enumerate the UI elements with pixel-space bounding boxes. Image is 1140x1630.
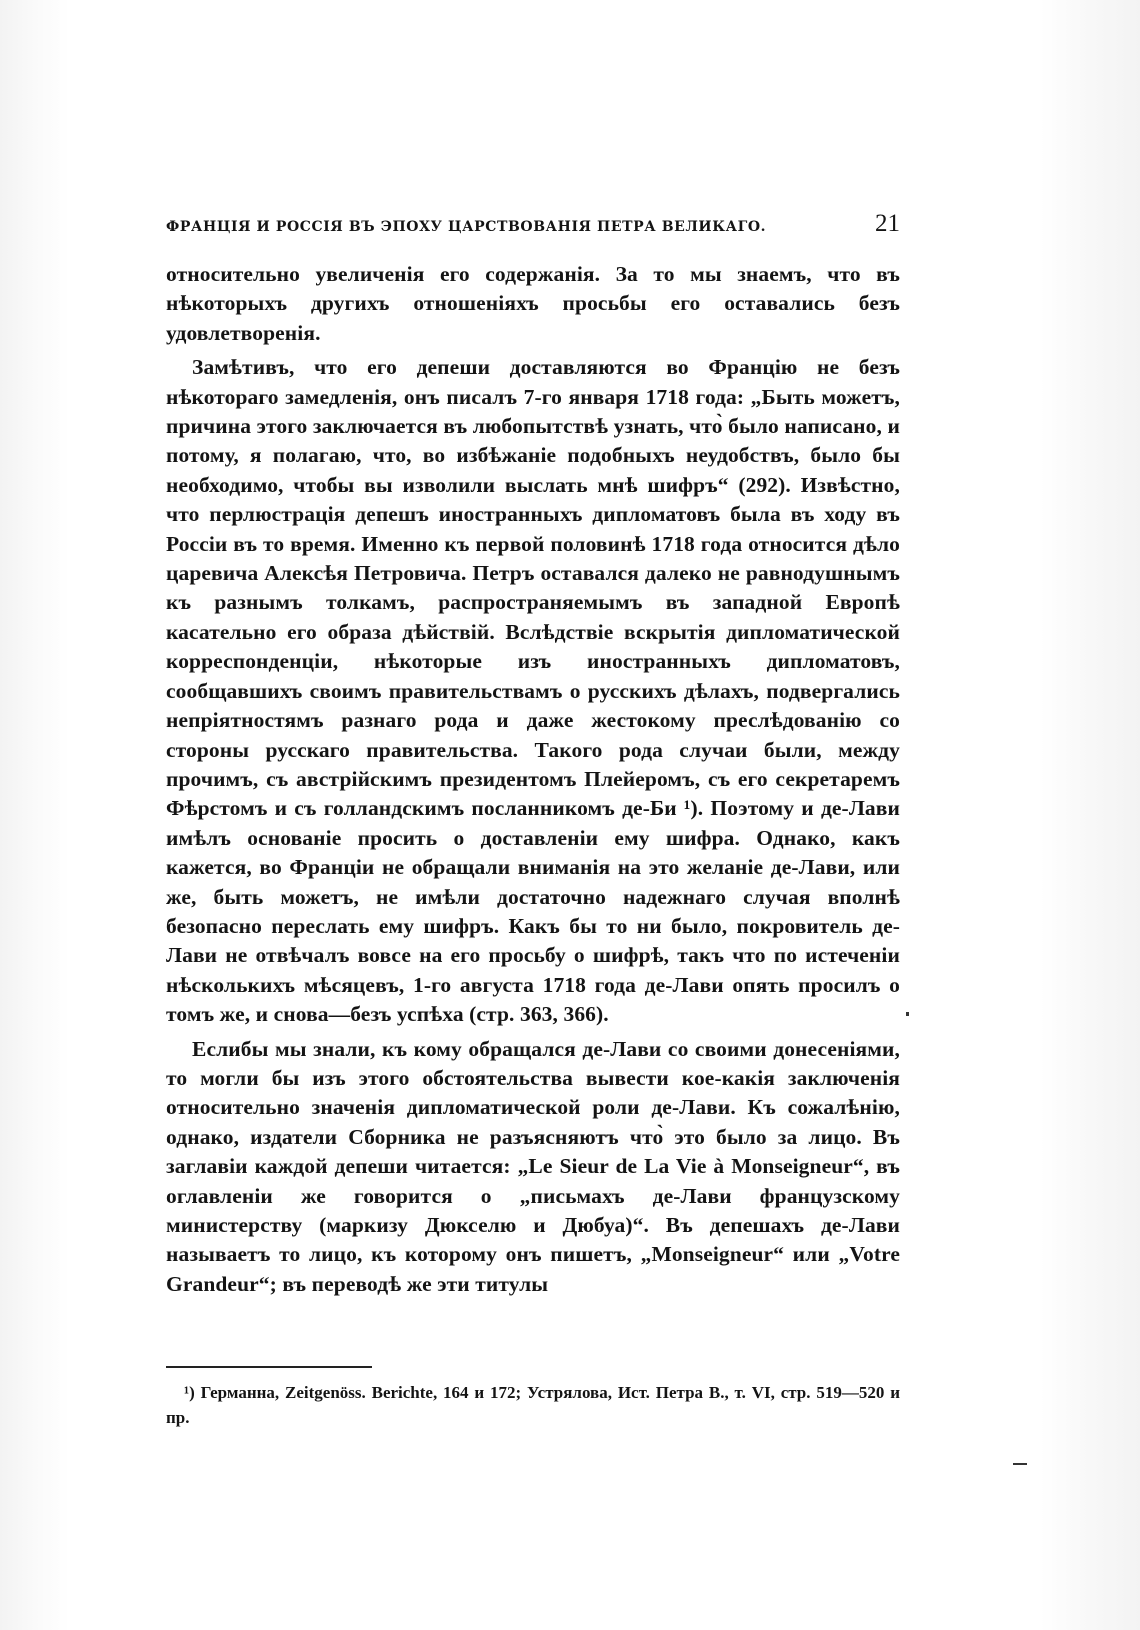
running-head — [166, 210, 900, 238]
footnote-rule — [166, 1366, 372, 1368]
margin-dash — [1013, 1463, 1027, 1465]
running-title: ФРАНЦІЯ И РОССІЯ ВЪ ЭПОХУ ЦАРСТВОВАНІЯ ПЕТРА ВЕЛИКАГО. — [166, 219, 767, 235]
body-text — [166, 260, 900, 1299]
paragraph-3: Еслибы мы знали, къ кому обращался де-Лави со своими донесеніями, то могли бы изъ этого обстоятельства вывести кое-какія заключенія относительно значенія дипломатической роли де-Лави. Къ сожалѣнію, однако, издатели Сборника не разъясняютъ что̀ это было за лицо. Въ заглавіи каждой депеши читается: „Le Sieur de La Vie à Monseigneur“, въ оглавленіи же говорится о „письмахъ де-Лави французскому министерству (маркизу Дюкселю и Дюбуа)“. Въ депешахъ де-Лави называетъ то лицо, къ которому онъ пишетъ, „Monseigneur“ или „Votre Grandeur“; въ переводѣ же эти титулы — [166, 1036, 900, 1296]
footnote: ¹) Германна, Zeitgenöss. Berichte, 164 и 172; Устрялова, Ист. Петра В., т. VI, стр. 519—520 и пр. — [166, 1383, 900, 1427]
margin-speck — [906, 1012, 909, 1016]
paragraph-2: Замѣтивъ, что его депеши доставляются во Францію не безъ нѣкотораго замедленія, онъ писалъ 7-го января 1718 года: „Быть можетъ, причина этого заключается въ любопытствѣ узнать, что̀ было написано, и потому, я полагаю, что, во избѣжаніе подобныхъ неудобствъ, было бы необходимо, чтобы вы изволили выслать мнѣ шифръ“ (292). Извѣстно, что перлюстрація депешъ иностранныхъ дипломатовъ была въ ходу въ Россіи въ то время. Именно къ первой половинѣ 1718 года относится дѣло царевича Алексѣя Петровича. Петръ оставался далеко не равнодушнымъ къ разнымъ толкамъ, распространяемымъ въ западной Европѣ касательно его образа дѣйствій. Вслѣдствіе вскрытія дипломатической корреспонденціи, нѣкоторые изъ иностранныхъ дипломатовъ, сообщавшихъ своимъ правительствамъ о русскихъ дѣлахъ, подвергались непріятностямъ разнаго рода и даже жестокому преслѣдованію со стороны русскаго правительства. Такого рода случаи были, между прочимъ, съ австрійскимъ президентомъ Плейеромъ, съ его секретаремъ Фѣрстомъ и съ голландскимъ посланникомъ де-Би ¹). Поэтому и де-Лави имѣлъ основаніе просить о доставленіи ему шифра. Однако, какъ кажется, во Франціи не обращали вниманія на это желаніе де-Лави, или же, быть можетъ, не имѣли достаточно надежнаго случая вполнѣ безопасно переслать ему шифръ. Какъ бы то ни было, покровитель де-Лави не отвѣчалъ вовсе на его просьбу о шифрѣ, такъ что по истеченіи нѣсколькихъ мѣсяцевъ, 1-го августа 1718 года де-Лави опять просилъ о томъ же, и снова—безъ успѣха (стр. 363, 366). — [166, 355, 900, 1027]
page-number: 21 — [875, 210, 900, 237]
paragraph-1: относительно увеличенія его содержанія. За то мы знаемъ, что въ нѣкоторыхъ другихъ отношеніяхъ просьбы его оставались безъ удовлетворенія. — [166, 262, 900, 345]
